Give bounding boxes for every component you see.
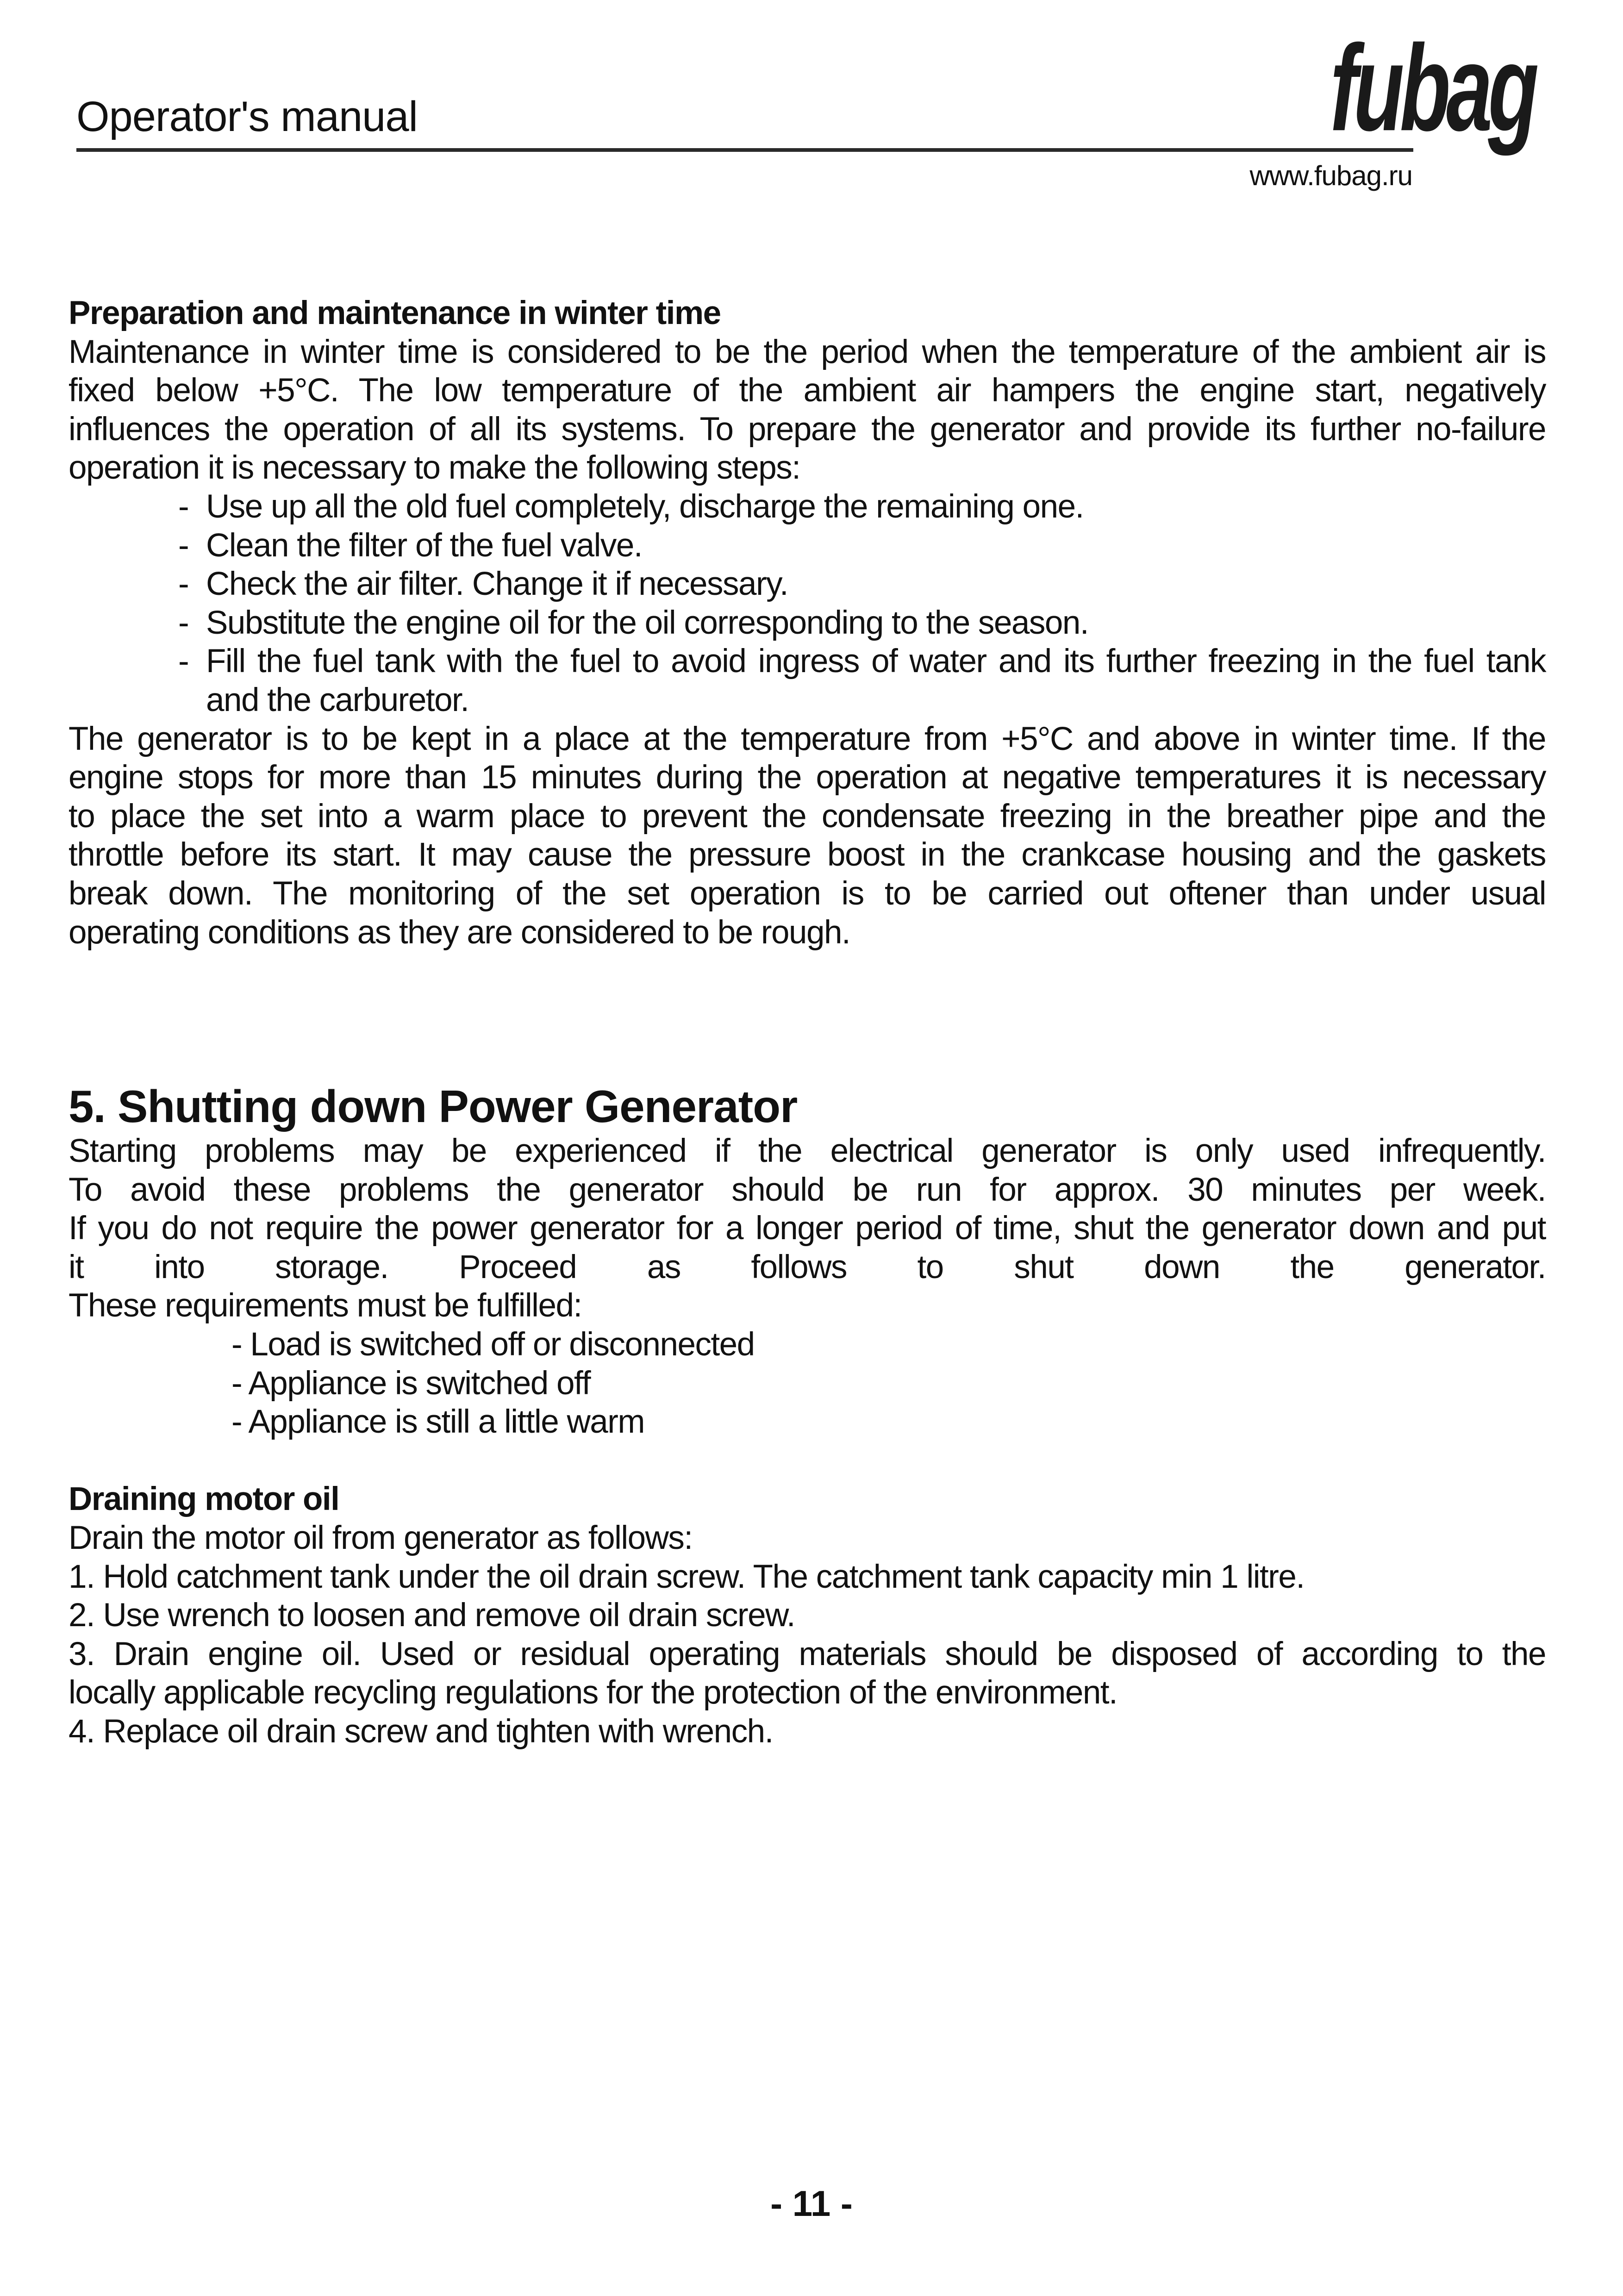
paragraph-line: To avoid these problems the generator should be run for approx. 30 minutes per week.: [69, 1171, 1546, 1208]
requirement-item: - Load is switched off or disconnected: [231, 1326, 755, 1363]
header-rule: [76, 148, 1413, 152]
section-title: 5. Shutting down Power Generator: [69, 1081, 798, 1132]
draining-steps-list: [69, 1558, 1546, 1751]
paragraph-line: The generator is to be kept in a place at the temperature from +5°C and above in winter time. If the: [69, 720, 1546, 757]
paragraph-line: break down. The monitoring of the set operation is to be carried out oftener than under usual: [69, 875, 1546, 912]
list-item: [69, 604, 1546, 643]
list-item-line: and the carburetor.: [206, 681, 469, 718]
draining-intro: Drain the motor oil from generator as follows:: [69, 1519, 693, 1556]
page-number: - 11 -: [770, 2183, 853, 2224]
step-line: 3. Drain engine oil. Used or residual operating materials should be disposed of according to the: [69, 1635, 1546, 1672]
winter-intro: [69, 333, 1546, 487]
list-item-line: Use up all the old fuel completely, discharge the remaining one.: [206, 488, 1084, 525]
numbered-step: [69, 1596, 1546, 1635]
bullet-dash: -: [178, 643, 189, 680]
requirement-item: - Appliance is switched off: [231, 1365, 591, 1402]
paragraph-line: influences the operation of all its systems. To prepare the generator and provide its further no-failure: [69, 411, 1546, 448]
list-item-line: Check the air filter. Change it if necessary.: [206, 566, 788, 603]
fubag-logo: [1319, 37, 1551, 171]
bullet-dash: -: [178, 604, 189, 641]
numbered-step: [69, 1558, 1546, 1597]
winter-steps-list: [69, 487, 1546, 720]
list-item-line: Substitute the engine oil for the oil corresponding to the season.: [206, 604, 1089, 641]
svg-text:fubag: fubag: [1330, 37, 1535, 156]
list-item: [69, 487, 1546, 526]
numbered-step: [69, 1712, 1546, 1751]
list-item: [69, 642, 1546, 719]
step-line: 2. Use wrench to loosen and remove oil drain screw.: [69, 1597, 795, 1634]
shutdown-text: [69, 1132, 1546, 1325]
list-item: [69, 526, 1546, 565]
paragraph-line: operation it is necessary to make the following steps:: [69, 449, 800, 487]
requirements-list: [69, 1325, 1546, 1441]
paragraph-line: If you do not require the power generator for a longer period of time, shut the generator down and put: [69, 1210, 1546, 1247]
winter-section: [69, 294, 1546, 952]
winter-outro: [69, 720, 1546, 952]
paragraph-line: fixed below +5°C. The low temperature of the ambient air hampers the engine start, negatively: [69, 372, 1546, 409]
paragraph-line: it into storage. Proceed as follows to shut down the generator.: [69, 1248, 1546, 1285]
numbered-step: [69, 1635, 1546, 1712]
paragraph-line: to place the set into a warm place to prevent the condensate freezing in the breather pipe and the: [69, 798, 1546, 835]
website-url: www.fubag.ru: [1249, 160, 1412, 191]
paragraph-line: engine stops for more than 15 minutes during the operation at negative temperatures it is necessary: [69, 759, 1546, 796]
step-line: 4. Replace oil drain screw and tighten with wrench.: [69, 1713, 773, 1750]
paragraph-line: operating conditions as they are considered to be rough.: [69, 914, 850, 951]
winter-heading: Preparation and maintenance in winter time: [69, 295, 721, 331]
draining-heading: Draining motor oil: [69, 1481, 339, 1518]
paragraph-line: Starting problems may be experienced if the electrical generator is only used infrequently.: [69, 1133, 1546, 1169]
list-item-line: Clean the filter of the fuel valve.: [206, 527, 643, 564]
bullet-dash: -: [178, 566, 189, 603]
bullet-dash: -: [178, 527, 189, 564]
list-item-line: Fill the fuel tank with the fuel to avoid ingress of water and its further freezing in the fuel tank: [206, 643, 1546, 680]
manual-title: Operator's manual: [76, 93, 418, 140]
step-line: 1. Hold catchment tank under the oil drain screw. The catchment tank capacity min 1 litre.: [69, 1558, 1305, 1595]
requirement-item: - Appliance is still a little warm: [231, 1404, 645, 1441]
bullet-dash: -: [178, 488, 189, 525]
step-line: locally applicable recycling regulations for the protection of the environment.: [69, 1674, 1117, 1711]
shutdown-section: [69, 1081, 1546, 1751]
paragraph-line: These requirements must be fulfilled:: [69, 1287, 582, 1324]
paragraph-line: Maintenance in winter time is considered to be the period when the temperature of the ambient air is: [69, 333, 1546, 370]
list-item: [69, 565, 1546, 604]
paragraph-line: throttle before its start. It may cause the pressure boost in the crankcase housing and the gaskets: [69, 836, 1546, 873]
